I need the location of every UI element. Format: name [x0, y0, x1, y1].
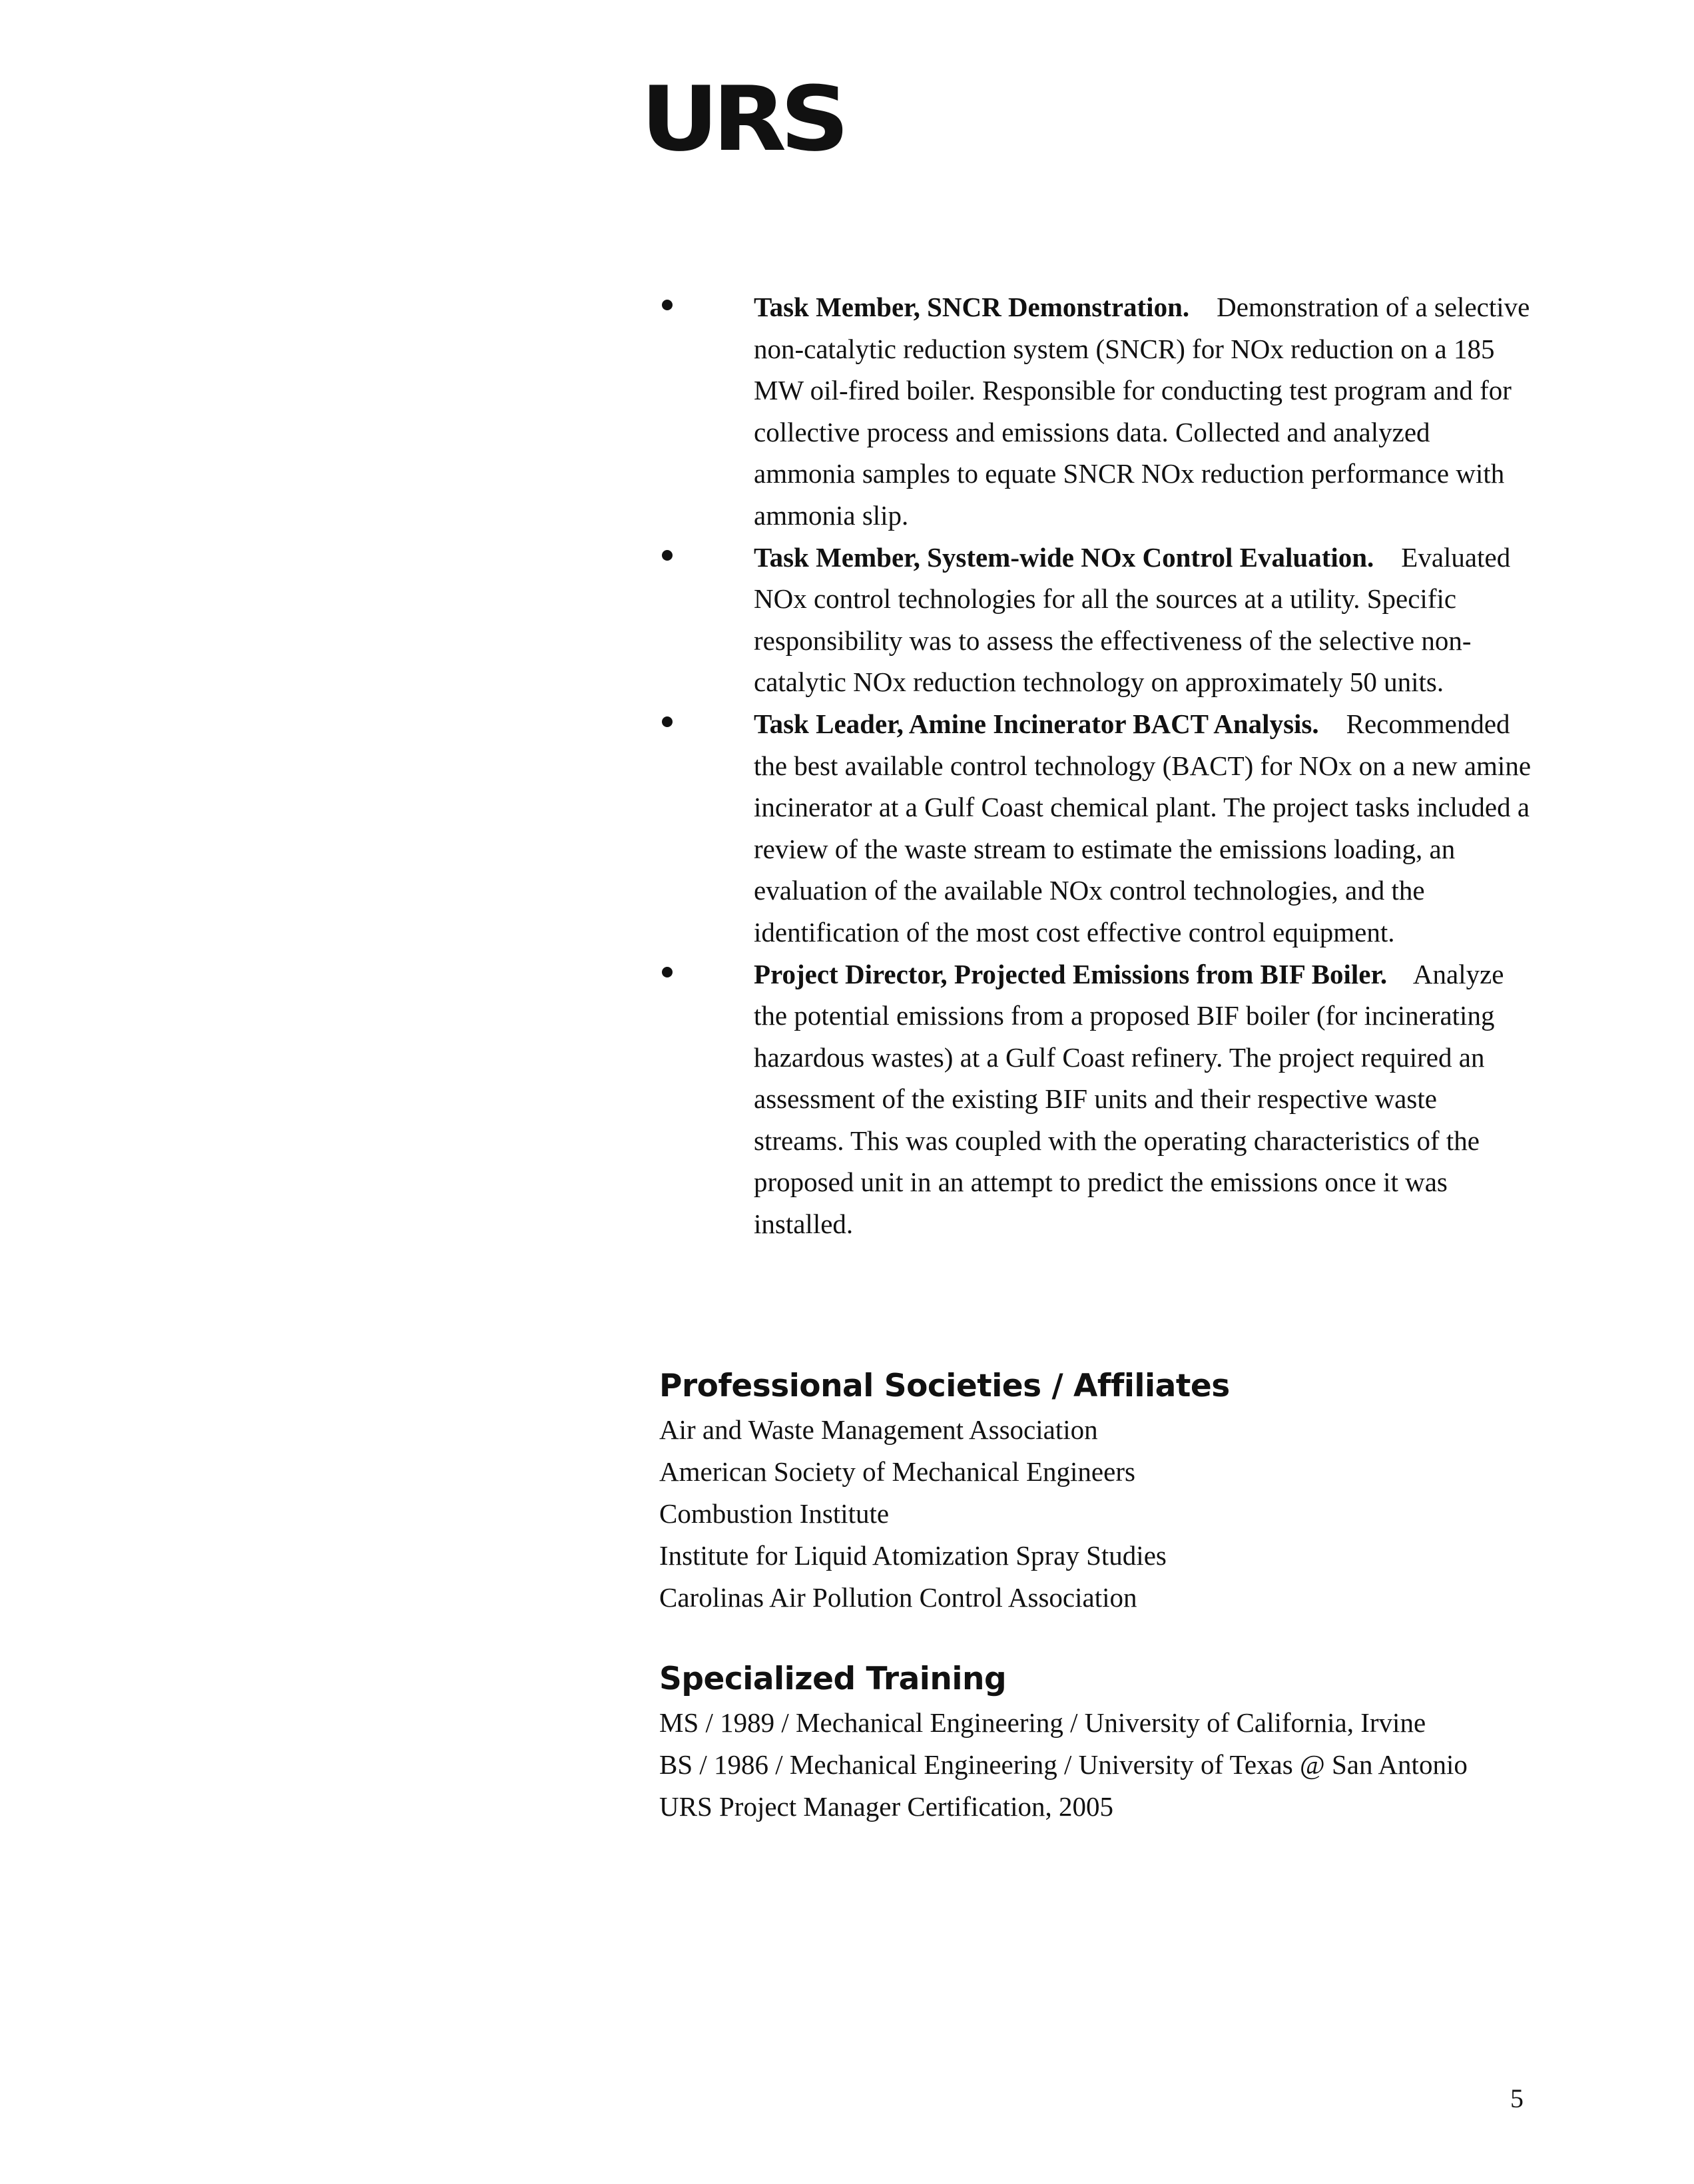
societies-heading: Professional Societies / Affiliates	[659, 1368, 1230, 1404]
project-item	[639, 537, 1532, 703]
training-heading: Specialized Training	[659, 1661, 1007, 1697]
project-heading: Project Director, Projected Emissions from BIF Boiler.	[754, 958, 1388, 989]
project-spacer	[1196, 292, 1210, 322]
project-spacer	[1326, 708, 1340, 739]
page-number: 5	[1510, 2083, 1524, 2113]
project-list	[639, 286, 1532, 1245]
bullet-icon	[662, 300, 673, 310]
project-item	[639, 703, 1532, 954]
training-item: MS / 1989 / Mechanical Engineering / University of California, Irvine	[659, 1707, 1426, 1738]
project-heading: Task Member, SNCR Demonstration.	[754, 292, 1190, 322]
project-description: Evaluated NOx control technologies for all the sources at a utility. Specific responsibility was to assess the effectiveness of the selective non-catalytic NOx reduction technology on approximately 50 units.	[754, 541, 1511, 698]
project-item	[639, 286, 1532, 537]
project-description: Demonstration of a selective non-catalytic reduction system (SNCR) for NOx reduction on a 185 MW oil-fired boiler. Responsible for conducting test program and for collective process and emissions data. Collected and analyzed ammonia samples to equate SNCR NOx reduction performance with ammonia slip.	[754, 292, 1530, 531]
project-description: Recommended the best available control technology (BACT) for NOx on a new amine incinerator at a Gulf Coast chemical plant. The project tasks included a review of the waste stream to estimate the emissions loading, an evaluation of the available NOx control technologies, and the identification of the most cost effective control equipment.	[754, 708, 1532, 948]
society-item: American Society of Mechanical Engineers	[659, 1456, 1135, 1487]
society-item: Air and Waste Management Association	[659, 1414, 1098, 1445]
training-item: BS / 1986 / Mechanical Engineering / University of Texas @ San Antonio	[659, 1749, 1468, 1780]
society-item: Carolinas Air Pollution Control Association	[659, 1582, 1137, 1613]
society-item: Combustion Institute	[659, 1498, 890, 1529]
training-item: URS Project Manager Certification, 2005	[659, 1791, 1114, 1822]
societies-list	[659, 1409, 1538, 1619]
bullet-icon	[662, 967, 673, 977]
project-description: Analyze the potential emissions from a proposed BIF boiler (for incinerating hazardous wastes) at a Gulf Coast refinery. The project required an assessment of the existing BIF units and their respective waste streams. This was coupled with the operating characteristics of the proposed unit in an attempt to predict the emissions once it was installed.	[754, 958, 1504, 1240]
training-list	[659, 1702, 1538, 1828]
project-heading: Task Member, System-wide NOx Control Evaluation.	[754, 541, 1374, 573]
project-spacer	[1394, 959, 1408, 989]
project-heading: Task Leader, Amine Incinerator BACT Analysis.	[754, 708, 1319, 739]
project-item	[639, 954, 1532, 1245]
urs-logo: URS	[641, 67, 844, 171]
bullet-icon	[662, 550, 673, 561]
bullet-icon	[662, 716, 673, 727]
project-spacer	[1381, 542, 1395, 573]
society-item: Institute for Liquid Atomization Spray Studies	[659, 1540, 1167, 1571]
